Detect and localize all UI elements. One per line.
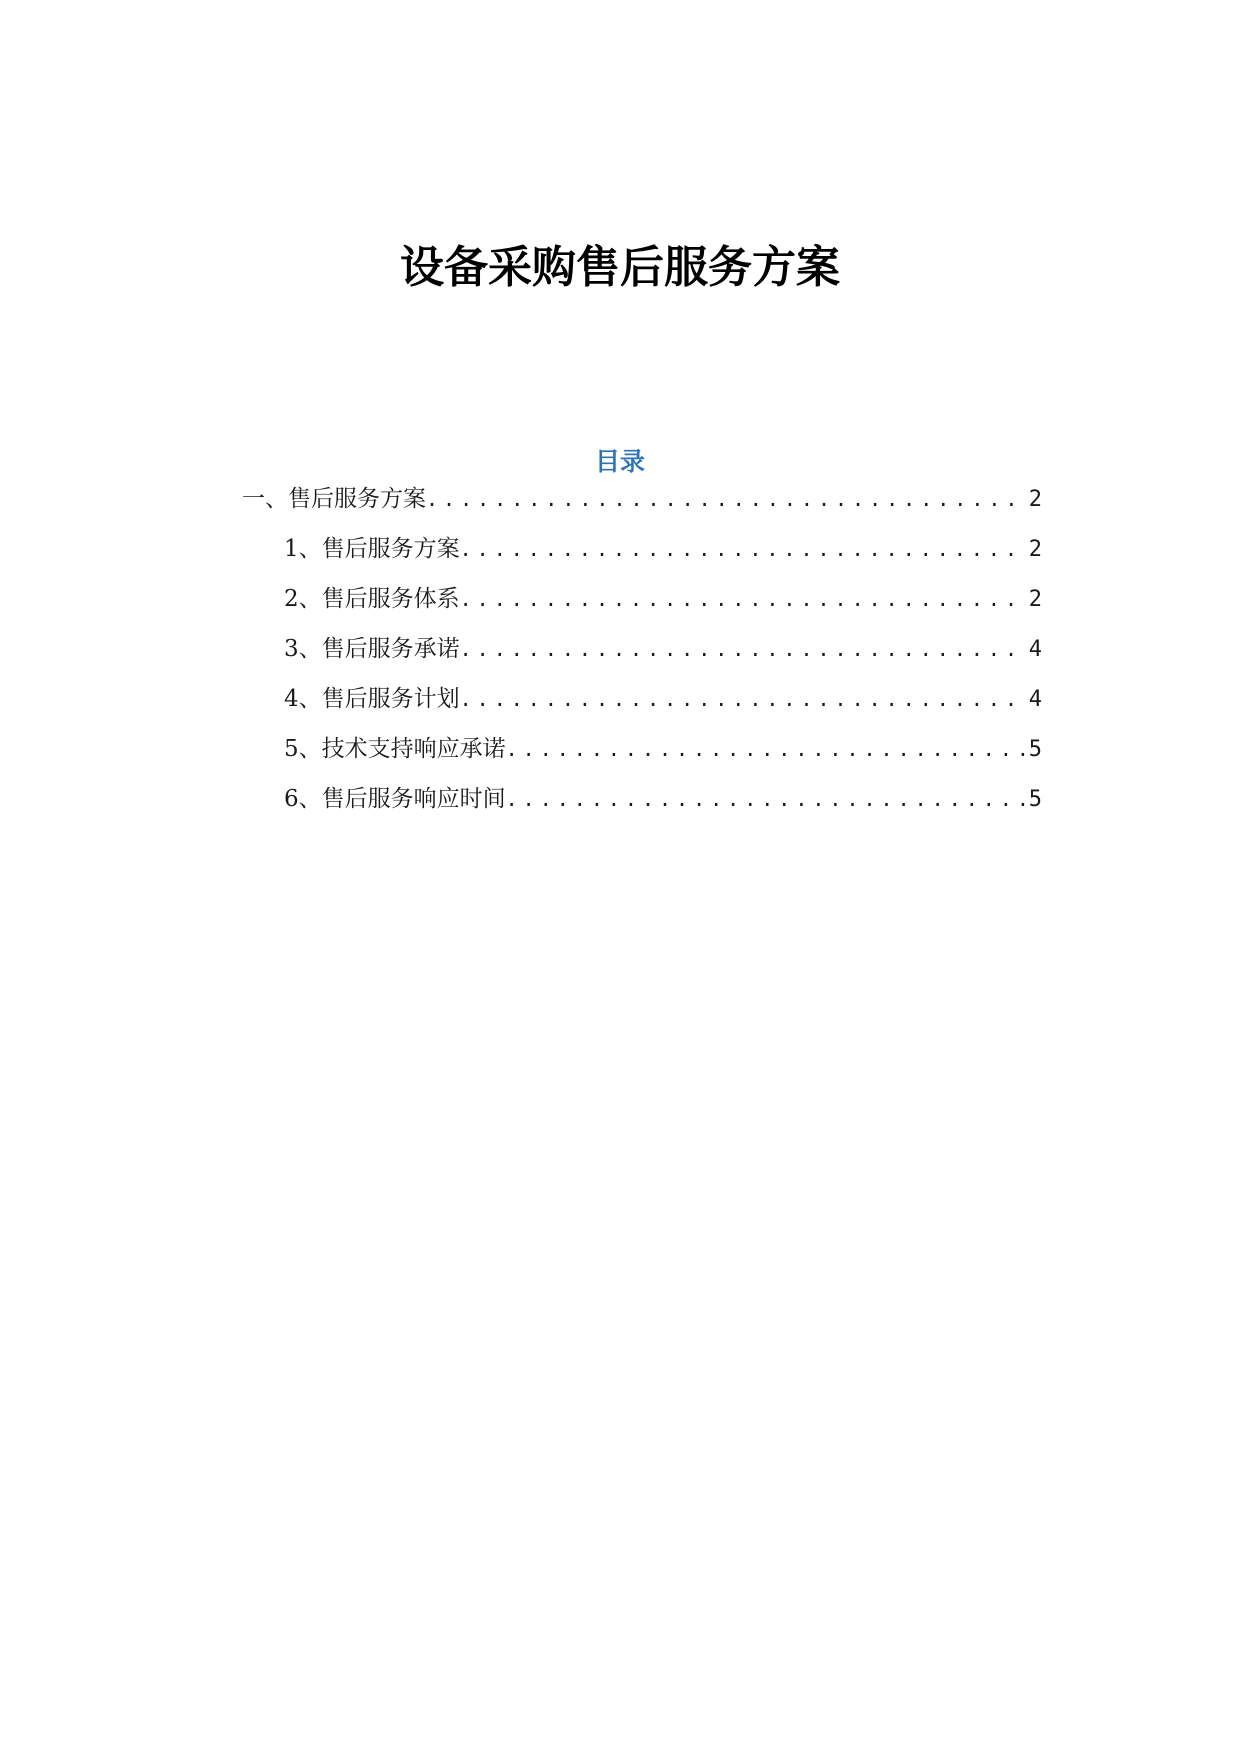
toc-entry[interactable] xyxy=(242,778,1042,828)
toc-page-number: 4 xyxy=(1028,637,1042,662)
toc-entry-title: 5、技术支持响应承诺 xyxy=(284,736,506,762)
toc-entry-title: 2、售后服务体系 xyxy=(284,586,460,612)
toc-dot-leader xyxy=(506,778,1025,820)
toc-entry-title: 一、售后服务方案 xyxy=(242,486,426,512)
toc-entry[interactable] xyxy=(242,478,1042,528)
table-of-contents xyxy=(242,478,1042,828)
toc-dot-leader xyxy=(460,578,1025,620)
toc-entry-title: 6、售后服务响应时间 xyxy=(284,786,506,812)
toc-heading: 目录 xyxy=(594,447,645,476)
toc-dot-leader xyxy=(506,728,1025,770)
toc-entry[interactable] xyxy=(242,528,1042,578)
toc-page-number: 2 xyxy=(1028,537,1042,562)
toc-page-number: 4 xyxy=(1028,687,1042,712)
document-title: 设备采购售后服务方案 xyxy=(400,242,840,293)
toc-entry-title: 1、售后服务方案 xyxy=(284,536,460,562)
toc-page-number: 5 xyxy=(1028,787,1042,812)
toc-dot-leader xyxy=(460,628,1025,670)
toc-entry[interactable] xyxy=(242,678,1042,728)
toc-entry-title: 3、售后服务承诺 xyxy=(284,636,460,662)
toc-dot-leader xyxy=(460,678,1025,720)
toc-page-number: 5 xyxy=(1028,737,1042,762)
toc-dot-leader xyxy=(460,528,1025,570)
toc-page-number: 2 xyxy=(1028,587,1042,612)
toc-dot-leader xyxy=(426,478,1025,520)
toc-entry-title: 4、售后服务计划 xyxy=(284,686,460,712)
toc-entry[interactable] xyxy=(242,578,1042,628)
toc-entry[interactable] xyxy=(242,628,1042,678)
toc-page-number: 2 xyxy=(1028,487,1042,512)
toc-entry[interactable] xyxy=(242,728,1042,778)
